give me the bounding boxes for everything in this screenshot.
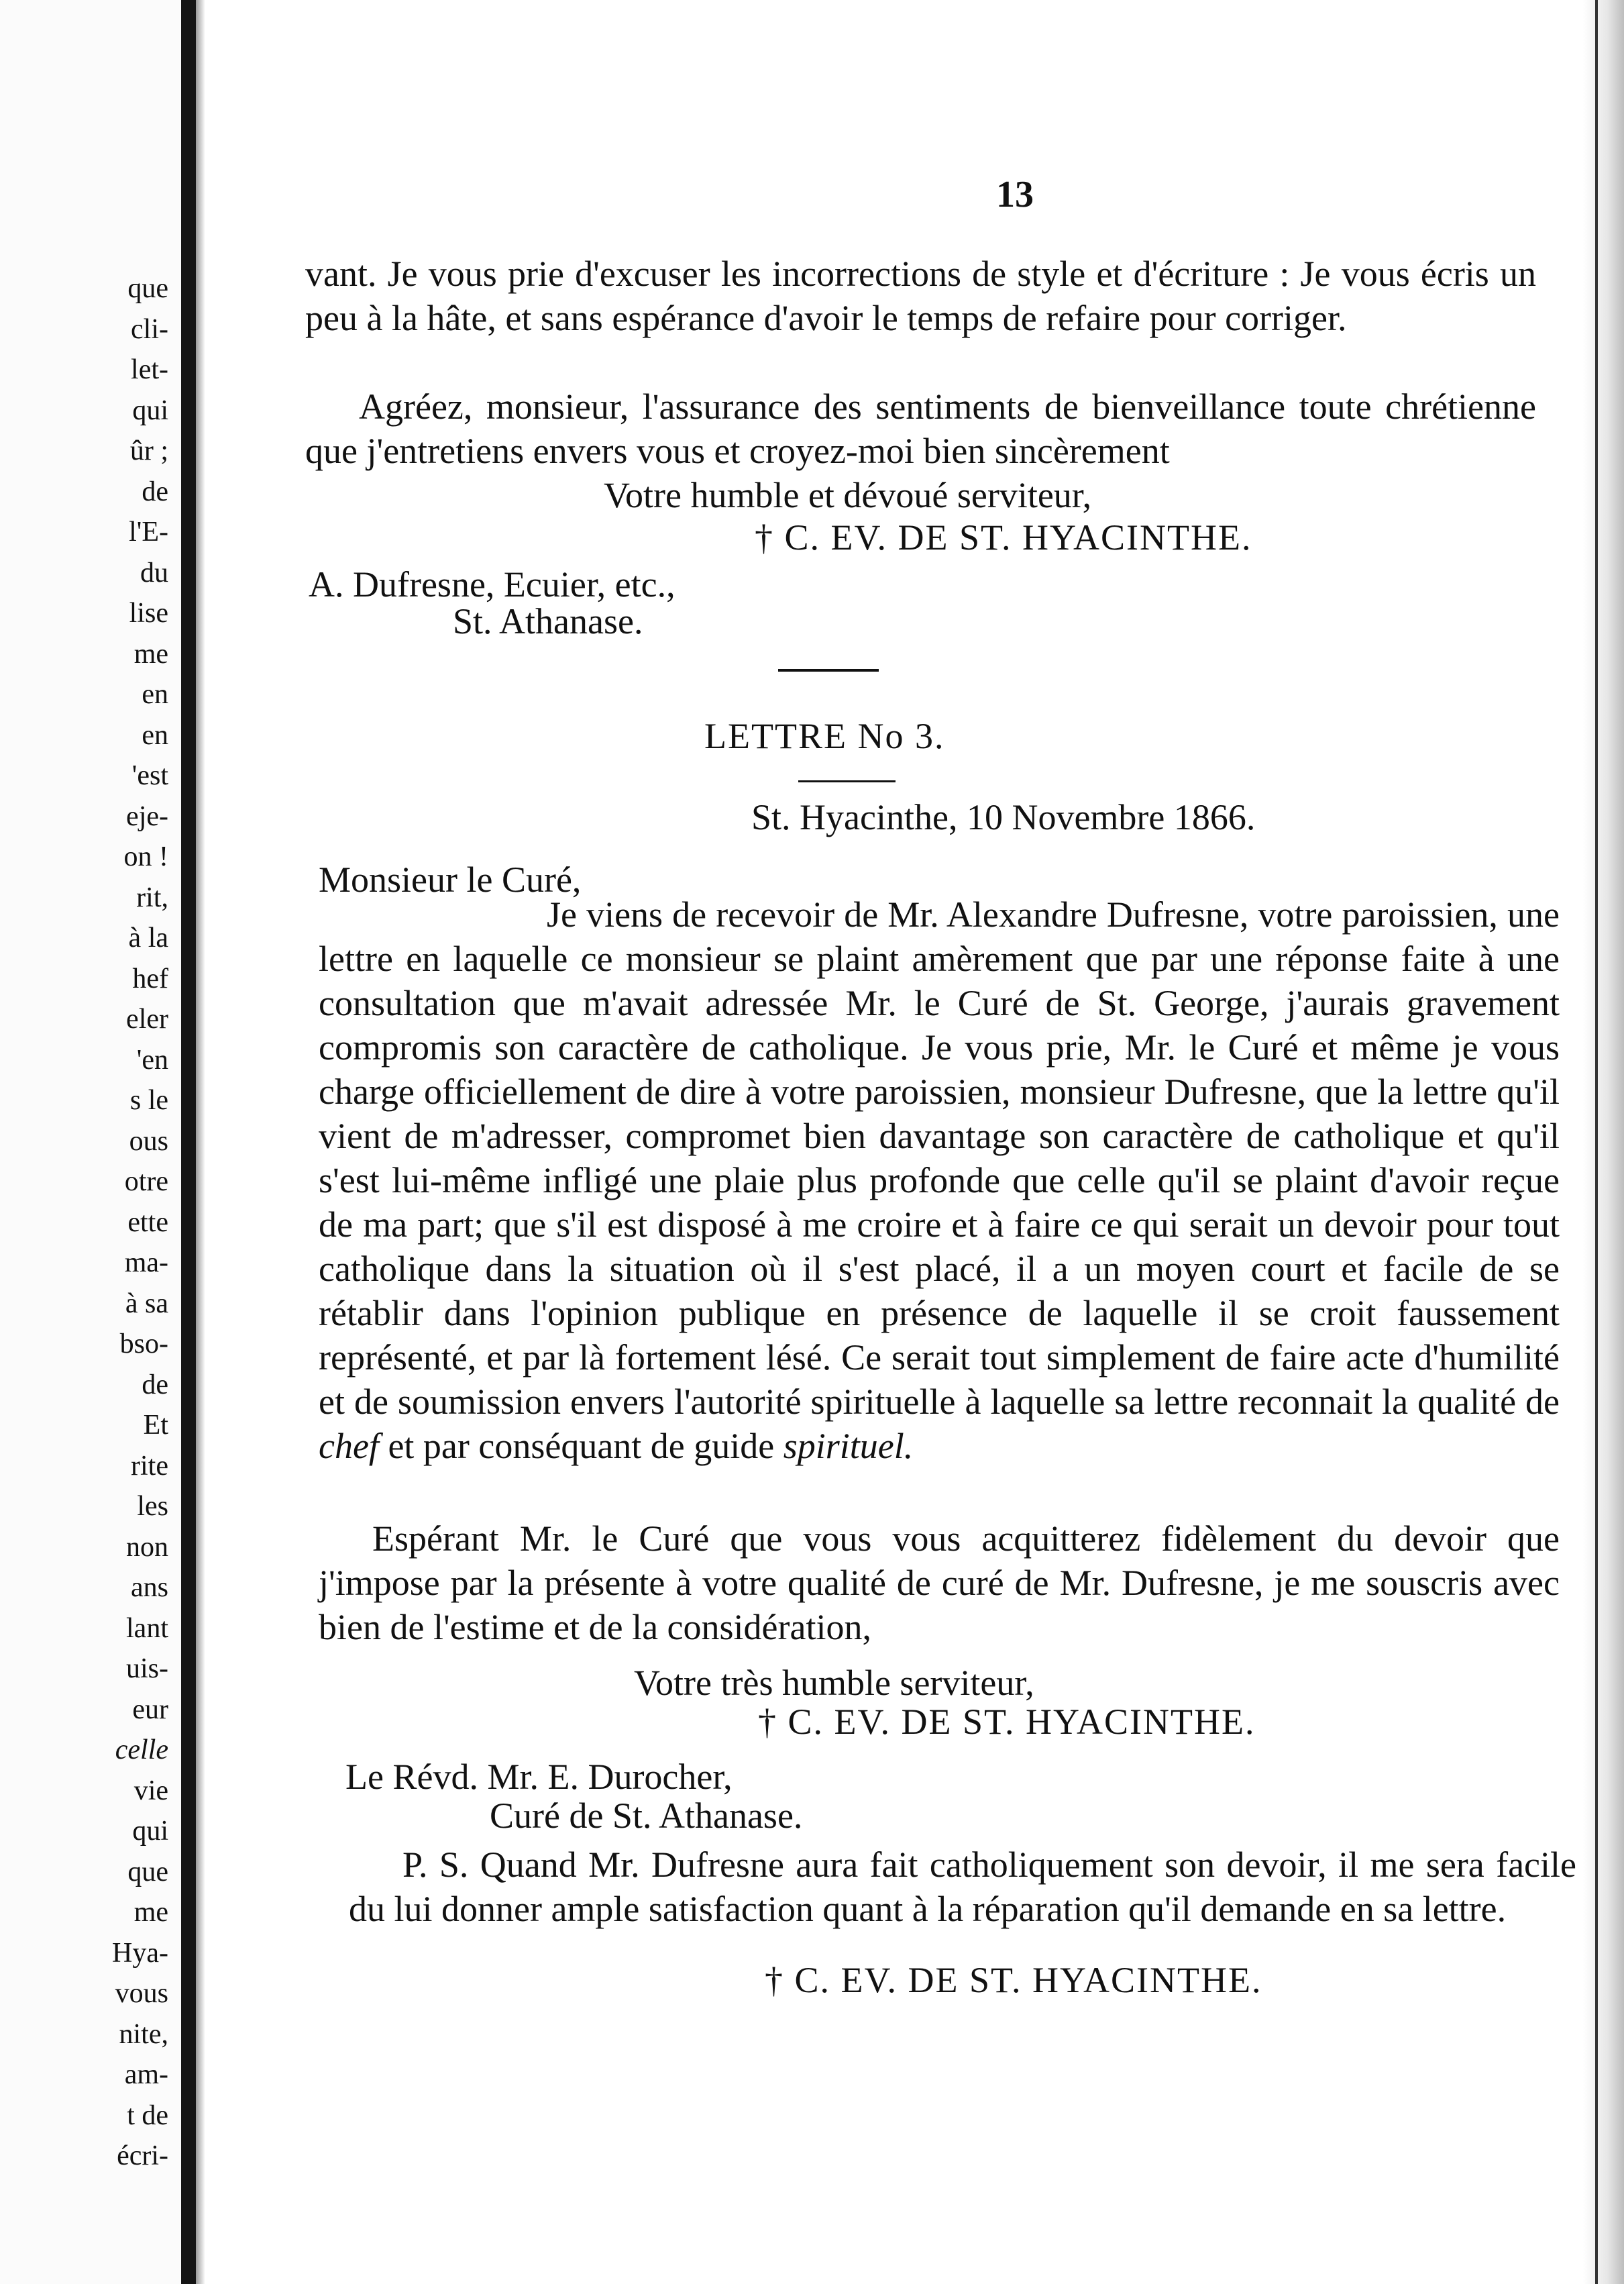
adjacent-page-fragment: ette (127, 1206, 168, 1238)
adjacent-page-fragment: 'en (136, 1044, 168, 1076)
adjacent-page-fragment: que (127, 273, 168, 304)
adjacent-page-fragment: qui (132, 1816, 168, 1847)
adjacent-page-fragment: 'est (131, 760, 168, 791)
adjacent-page-fragment: que (127, 1856, 168, 1887)
section-divider (778, 669, 879, 672)
adjacent-page-fragment: écri- (117, 2140, 168, 2171)
letter2-closing: Votre humble et dévoué serviteur, (604, 475, 1092, 515)
adjacent-page-fragment: me (133, 1897, 168, 1928)
letter3-salutation: Monsieur le Curé, (319, 860, 582, 900)
adjacent-page-fragment: lise (129, 598, 168, 629)
heading-underline (798, 780, 896, 782)
letter3-paragraph-1-middle: et par conséquant de guide (378, 1426, 783, 1466)
letter3-date: St. Hyacinthe, 10 Novembre 1866. (751, 797, 1256, 837)
letter2-paragraph-1: vant. Je vous prie d'excuser les incorrections de style et d'écriture : Je vous écris un peu à la hâte, et sans espérance d'avoir le temps de refaire pour corriger. (305, 254, 1536, 338)
italic-chef: chef (319, 1426, 379, 1466)
adjacent-page-fragment: l'E- (129, 517, 168, 548)
adjacent-page-fragment: celle (115, 1734, 168, 1765)
letter3-paragraph-1-text: Je viens de recevoir de Mr. Alexandre Dufresne, votre paroissien, une lettre en laquelle ce monsieur se plaint amèrement que par une réponse faite à une consultation que m'avait adressée Mr. le Curé de St. George, j'aurais gravement compromis son caractère de catholique. Je vous prie, Mr. le Curé et même je vous charge officiellement de dire à votre paroissien, monsieur Dufresne, que la lettre qu'il vient de m'adresser, compromet bien davantage son caractère de catholique et qu'il s'est lui-même infligé une plaie plus profonde que celle qu'il se plaint d'avoir reçue de ma part; que s'il est disposé à me croire et à faire ce qui serait un devoir pour tout catholique dans la situation où il s'est placé, il a un moyen court et facile de se rétablir dans l'opinion publique en présence de laquelle il se croit faussement représenté, et par là fortement lésé. Ce serait tout simplement de faire acte d'humilité et de soumission envers l'autorité spirituelle à laquelle sa lettre reconnait la qualité de (319, 894, 1560, 1422)
letter2-addressee-place: St. Athanase. (453, 601, 643, 641)
adjacent-page-fragment: bso- (119, 1329, 168, 1359)
adjacent-page-fragment: rite (131, 1450, 168, 1482)
adjacent-page-fragment: à sa (125, 1288, 168, 1319)
adjacent-page-fragment: me (133, 638, 168, 670)
adjacent-page-fragment: am- (124, 2059, 168, 2090)
adjacent-page-fragment: du (140, 557, 168, 588)
adjacent-page-fragment: vie (133, 1775, 168, 1806)
letter3-paragraph-2: Espérant Mr. le Curé que vous vous acquitterez fidèlement du devoir que j'impose par la présente à votre qualité de curé de Mr. Dufresne, je me souscris avec bien de l'estime et de la considération, (319, 1518, 1560, 1647)
italic-spirituel: spirituel. (783, 1426, 914, 1466)
adjacent-page-fragment: rit, (136, 882, 168, 913)
adjacent-page-fragment: s le (129, 1085, 168, 1116)
adjacent-page-fragment: eler (126, 1004, 168, 1035)
adjacent-page-fragment: vous (115, 1978, 168, 2009)
adjacent-page-fragment: t de (127, 2099, 168, 2131)
adjacent-page-fragment: ûr ; (129, 435, 168, 466)
letter2-addressee-name: A. Dufresne, Ecuier, etc., (309, 564, 675, 605)
adjacent-page-fragment: ous (129, 1125, 168, 1157)
adjacent-page-fragment: nite, (119, 2018, 168, 2050)
book-page (201, 0, 1583, 2284)
adjacent-page-fragment: cli- (131, 313, 168, 345)
adjacent-page-fragment: let- (131, 354, 168, 385)
adjacent-page-fragment: eje- (126, 800, 168, 832)
adjacent-page-fragment: lant (126, 1612, 168, 1644)
adjacent-page-fragment: en (142, 719, 168, 751)
page-number: 13 (996, 174, 1034, 215)
letter3-heading: LETTRE No 3. (704, 716, 945, 756)
adjacent-page-fragment: de (142, 1369, 168, 1400)
adjacent-page-fragment: otre (124, 1166, 168, 1197)
letter3-paragraph-1 (319, 892, 1560, 1468)
letter3-postscript: P. S. Quand Mr. Dufresne aura fait catholiquement son devoir, il me sera facile du lui donner ample satisfaction quant à la réparation qu'il demande en sa lettre. (349, 1845, 1576, 1929)
letter3-recipient-name: Le Révd. Mr. E. Durocher, (345, 1757, 733, 1797)
adjacent-page-fragment: on ! (123, 841, 168, 872)
adjacent-page-fragment: de (142, 476, 168, 507)
adjacent-page-fragment: Hya- (112, 1937, 168, 1969)
adjacent-page-fragment: en (142, 679, 168, 710)
letter3-recipient-title: Curé de St. Athanase. (490, 1796, 803, 1836)
letter3-signature: † C. EV. DE ST. HYACINTHE. (758, 1702, 1256, 1742)
adjacent-page-fragment: eur (132, 1694, 168, 1725)
letter2-signature: † C. EV. DE ST. HYACINTHE. (755, 517, 1252, 558)
adjacent-page-fragment: à la (128, 923, 168, 953)
adjacent-page-fragment: non (126, 1531, 168, 1563)
page-right-edge (1583, 0, 1624, 2284)
letter2-paragraph-2: Agréez, monsieur, l'assurance des sentiments de bienveillance toute chrétienne que j'entretiens envers vous et croyez-moi bien sincèrement (305, 386, 1536, 471)
page-right-rule (1595, 0, 1598, 2284)
adjacent-page-fragment: Et (143, 1410, 168, 1441)
letter3-ps-signature: † C. EV. DE ST. HYACINTHE. (765, 1960, 1262, 2000)
adjacent-page-fragment: uis- (126, 1653, 168, 1684)
binding-gutter (181, 0, 196, 2284)
adjacent-page-fragment: ma- (124, 1247, 168, 1278)
adjacent-page-fragment: les (137, 1491, 168, 1522)
adjacent-page-fragment: hef (132, 963, 168, 994)
adjacent-page-fragment: ans (131, 1572, 168, 1603)
letter3-closing: Votre très humble serviteur, (634, 1663, 1034, 1703)
adjacent-page-fragment: qui (132, 395, 168, 426)
